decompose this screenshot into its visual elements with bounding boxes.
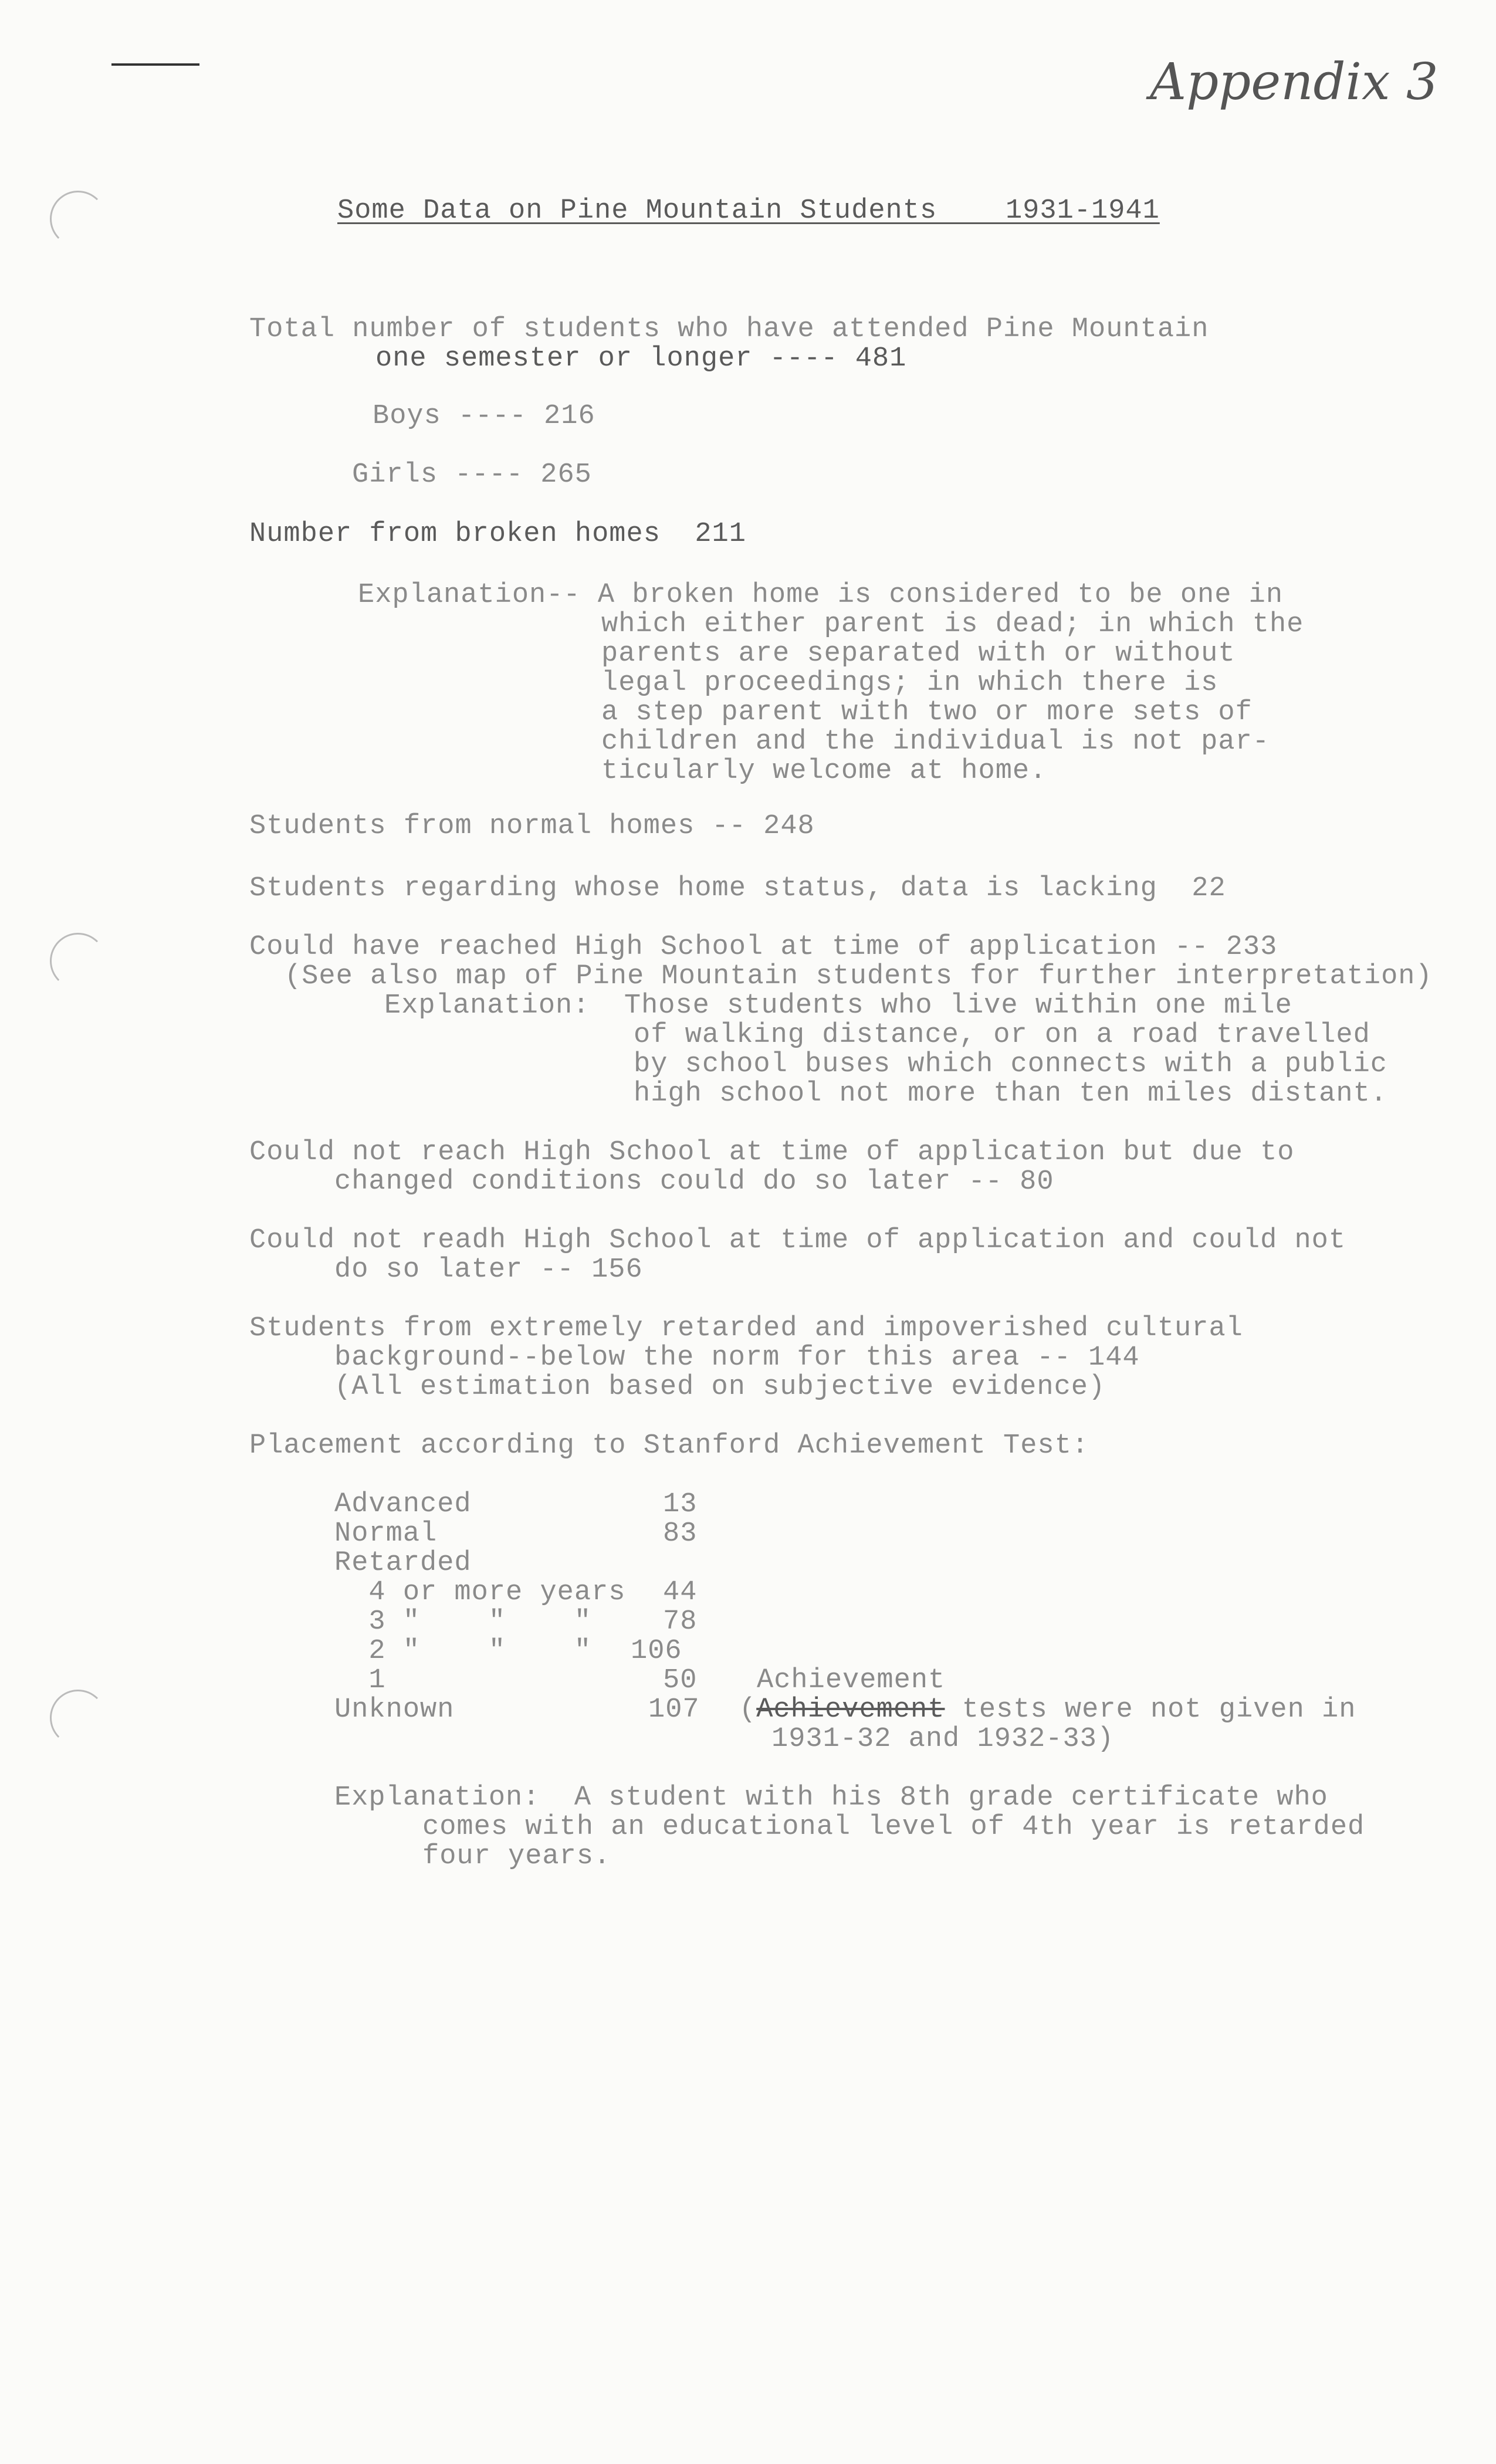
could-reach-line-2: (See also map of Pine Mountain students for further interpretation) [285, 961, 1433, 992]
placement-value: 44 [663, 1577, 698, 1608]
page-title: Some Data on Pine Mountain Students 1931-1941 [337, 195, 1160, 226]
achievement-note-line-3: 1931-32 and 1932-33) [771, 1724, 1115, 1755]
placement-value: 83 [663, 1518, 698, 1549]
final-explanation-line: comes with an educational level of 4th year is retarded [422, 1812, 1365, 1843]
placement-heading: Placement according to Stanford Achievement Test: [249, 1430, 1089, 1461]
final-explanation-line: four years. [422, 1841, 611, 1872]
could-not-never-line-2: do so later -- 156 [334, 1254, 643, 1285]
could-reach-explanation: by school buses which connects with a public [634, 1049, 1388, 1080]
final-explanation-line: Explanation: A student with his 8th grade certificate who [334, 1782, 1328, 1813]
normal-homes-count: Students from normal homes -- 248 [249, 811, 815, 842]
broken-explanation-line: ticularly welcome at home. [601, 756, 1047, 787]
appendix-label: Appendix 3 [1150, 53, 1439, 111]
punch-hole-mark [50, 933, 106, 989]
could-not-never-line-1: Could not readh High School at time of application and could not [249, 1225, 1346, 1256]
placement-value: 107 [648, 1694, 700, 1725]
punch-hole-mark [50, 1690, 106, 1746]
placement-value: 78 [663, 1606, 698, 1637]
could-not-later-line-1: Could not reach High School at time of application but due to [249, 1137, 1295, 1168]
placement-value: 106 [631, 1636, 682, 1667]
could-reach-explanation: Explanation: Those students who live within one mile [384, 990, 1292, 1021]
placement-value: 50 [663, 1665, 698, 1696]
achievement-note-line-2: (Achievement tests were not given in [739, 1694, 1356, 1725]
retarded-bg-line-1: Students from extremely retarded and impoverished cultural [249, 1313, 1243, 1344]
data-lacking-count: Students regarding whose home status, data is lacking 22 [249, 873, 1226, 904]
punch-hole-mark [50, 191, 106, 247]
broken-explanation-line: legal proceedings; in which there is [601, 668, 1219, 699]
placement-label: Normal [334, 1518, 438, 1549]
placement-label: Retarded [334, 1548, 472, 1579]
placement-label: 4 or more years [334, 1577, 626, 1608]
broken-homes-count: Number from broken homes 211 [249, 519, 746, 550]
placement-label: 1 [334, 1665, 386, 1696]
top-dash-mark [111, 63, 199, 66]
broken-explanation-line: parents are separated with or without [601, 638, 1236, 669]
placement-value: 13 [663, 1489, 698, 1520]
could-reach-explanation: high school not more than ten miles distant. [634, 1078, 1388, 1109]
placement-label: Unknown [334, 1694, 455, 1725]
girls-count: Girls ---- 265 [352, 459, 592, 490]
retarded-bg-line-3: (All estimation based on subjective evidence) [334, 1372, 1106, 1403]
placement-label: 2 " " " [334, 1636, 592, 1667]
placement-label: Advanced [334, 1489, 472, 1520]
achievement-note-line-1: Achievement [757, 1665, 946, 1696]
retarded-bg-line-2: background--below the norm for this area -- 144 [334, 1342, 1140, 1373]
could-reach-line-1: Could have reached High School at time of application -- 233 [249, 932, 1278, 963]
struck-word: Achievement [756, 1694, 945, 1725]
could-reach-explanation: of walking distance, or on a road travelled [634, 1020, 1370, 1051]
broken-explanation-line: which either parent is dead; in which the [601, 609, 1304, 640]
total-line-2: one semester or longer ---- 481 [375, 343, 907, 374]
total-line-1: Total number of students who have attended Pine Mountain [249, 314, 1209, 345]
could-not-later-line-2: changed conditions could do so later -- 80 [334, 1166, 1054, 1197]
broken-explanation-line: children and the individual is not par- [601, 726, 1270, 757]
placement-label: 3 " " " [334, 1606, 592, 1637]
broken-explanation-line: Explanation-- A broken home is considered to be one in [358, 580, 1284, 611]
boys-count: Boys ---- 216 [373, 401, 595, 432]
broken-explanation-line: a step parent with two or more sets of [601, 697, 1253, 728]
